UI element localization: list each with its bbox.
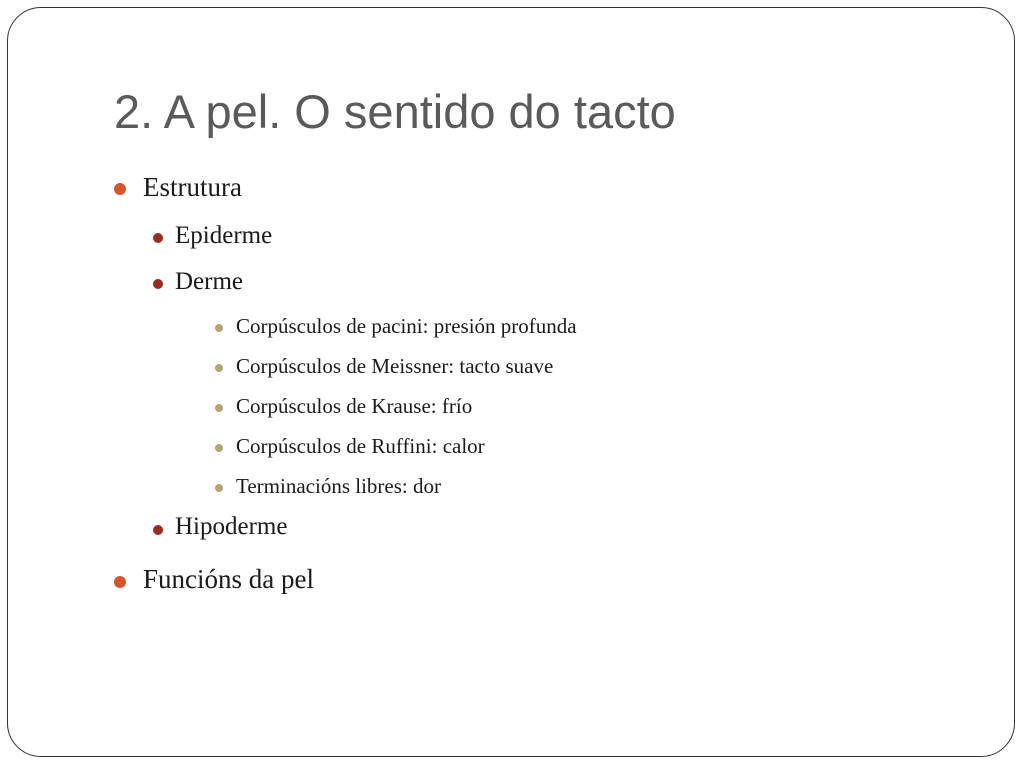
- bullet-icon: [114, 576, 126, 588]
- list-item: Corpúsculos de pacini: presión profunda: [236, 314, 577, 338]
- bullet-icon: [215, 324, 223, 332]
- bullet-icon: [153, 279, 163, 289]
- list-item: Corpúsculos de Meissner: tacto suave: [236, 354, 554, 378]
- outline-item-epiderme: Epiderme: [175, 222, 273, 249]
- bullet-icon: [114, 183, 126, 195]
- bullet-icon: [215, 364, 223, 372]
- list-item: Corpúsculos de Ruffini: calor: [236, 434, 485, 458]
- outline-item-funcions: Funcións da pel: [143, 564, 314, 594]
- bullet-icon: [215, 444, 223, 452]
- bullet-icon: [153, 233, 163, 243]
- outline-item-hipoderme: Hipoderme: [175, 513, 288, 540]
- slide-title: 2. A pel. O sentido do tacto: [114, 85, 676, 138]
- list-item: Corpúsculos de Krause: frío: [236, 394, 473, 418]
- outline-item-estrutura: Estrutura: [143, 172, 242, 202]
- bullet-icon: [215, 404, 223, 412]
- outline-item-derme: Derme: [175, 268, 244, 295]
- bullet-icon: [215, 484, 223, 492]
- bullet-icon: [153, 525, 163, 535]
- list-item: Terminacións libres: dor: [236, 474, 441, 498]
